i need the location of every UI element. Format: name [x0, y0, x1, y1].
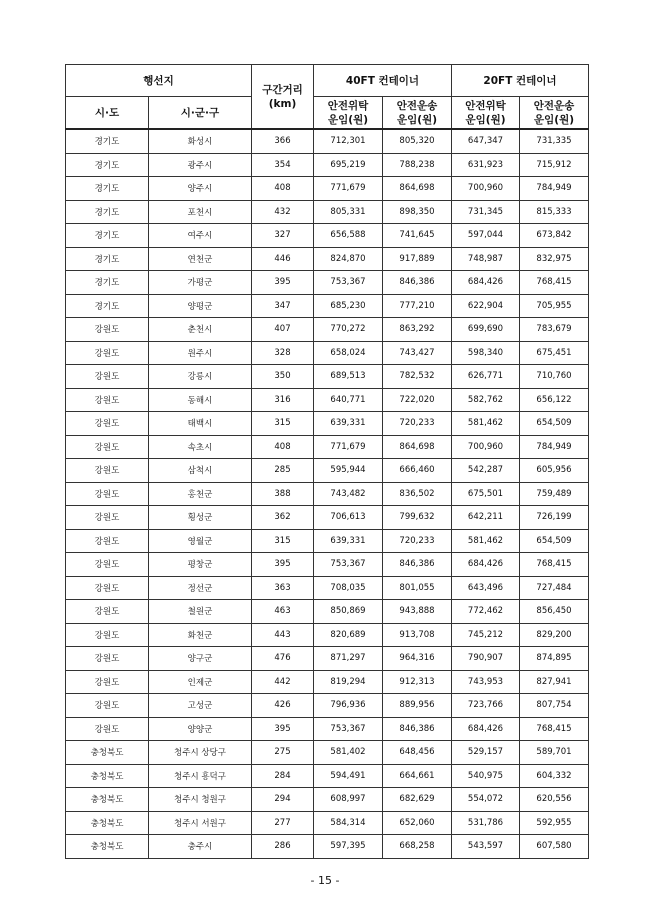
cell-province: 강원도	[66, 482, 149, 506]
cell-20ft-transport: 675,451	[520, 341, 589, 365]
cell-distance: 347	[252, 294, 314, 318]
cell-20ft-consign: 543,597	[452, 835, 520, 859]
table-row	[66, 788, 589, 812]
cell-40ft-consign: 753,367	[314, 717, 383, 741]
cell-40ft-consign: 695,219	[314, 153, 383, 177]
cell-distance: 463	[252, 600, 314, 624]
cell-20ft-consign: 700,960	[452, 177, 520, 201]
cell-distance: 408	[252, 177, 314, 201]
header-distance	[252, 65, 314, 130]
cell-40ft-consign: 639,331	[314, 412, 383, 436]
cell-20ft-consign: 597,044	[452, 224, 520, 248]
table-row	[66, 365, 589, 389]
table-row	[66, 224, 589, 248]
cell-40ft-transport: 777,210	[383, 294, 452, 318]
table-row	[66, 482, 589, 506]
cell-40ft-transport: 720,233	[383, 412, 452, 436]
cell-40ft-consign: 819,294	[314, 670, 383, 694]
cell-20ft-consign: 684,426	[452, 271, 520, 295]
cell-40ft-transport: 652,060	[383, 811, 452, 835]
cell-40ft-consign: 805,331	[314, 200, 383, 224]
cell-city: 화천군	[149, 623, 252, 647]
cell-20ft-consign: 626,771	[452, 365, 520, 389]
cell-40ft-transport: 917,889	[383, 247, 452, 271]
cell-city: 정선군	[149, 576, 252, 600]
cell-20ft-consign: 642,211	[452, 506, 520, 530]
cell-distance: 395	[252, 271, 314, 295]
cell-20ft-consign: 772,462	[452, 600, 520, 624]
cell-20ft-transport: 654,509	[520, 412, 589, 436]
cell-20ft-consign: 731,345	[452, 200, 520, 224]
table-row	[66, 435, 589, 459]
cell-city: 인제군	[149, 670, 252, 694]
cell-distance: 286	[252, 835, 314, 859]
table-row	[66, 177, 589, 201]
cell-20ft-transport: 783,679	[520, 318, 589, 342]
cell-40ft-transport: 682,629	[383, 788, 452, 812]
cell-40ft-consign: 706,613	[314, 506, 383, 530]
cell-distance: 350	[252, 365, 314, 389]
header-province: 시·도	[66, 97, 149, 130]
cell-40ft-consign: 820,689	[314, 623, 383, 647]
cell-20ft-consign: 531,786	[452, 811, 520, 835]
header-40ft-transport: 안전운송 운임(원)	[383, 97, 452, 130]
cell-distance: 277	[252, 811, 314, 835]
cell-20ft-transport: 784,949	[520, 177, 589, 201]
table-row	[66, 271, 589, 295]
cell-40ft-consign: 594,491	[314, 764, 383, 788]
cell-40ft-consign: 597,395	[314, 835, 383, 859]
table-row	[66, 811, 589, 835]
cell-40ft-transport: 664,661	[383, 764, 452, 788]
cell-province: 강원도	[66, 553, 149, 577]
cell-province: 충청북도	[66, 811, 149, 835]
cell-20ft-transport: 768,415	[520, 553, 589, 577]
cell-20ft-consign: 529,157	[452, 741, 520, 765]
cell-province: 강원도	[66, 412, 149, 436]
cell-40ft-transport: 846,386	[383, 271, 452, 295]
cell-40ft-transport: 846,386	[383, 553, 452, 577]
cell-40ft-consign: 743,482	[314, 482, 383, 506]
cell-province: 경기도	[66, 271, 149, 295]
cell-20ft-consign: 723,766	[452, 694, 520, 718]
cell-40ft-transport: 666,460	[383, 459, 452, 483]
cell-40ft-transport: 782,532	[383, 365, 452, 389]
cell-20ft-consign: 631,923	[452, 153, 520, 177]
cell-40ft-transport: 846,386	[383, 717, 452, 741]
cell-40ft-consign: 850,869	[314, 600, 383, 624]
header-distance-unit: (km)	[268, 97, 297, 110]
cell-city: 양평군	[149, 294, 252, 318]
cell-40ft-transport: 741,645	[383, 224, 452, 248]
cell-distance: 476	[252, 647, 314, 671]
cell-40ft-consign: 658,024	[314, 341, 383, 365]
cell-20ft-consign: 647,347	[452, 129, 520, 153]
cell-20ft-transport: 604,332	[520, 764, 589, 788]
cell-province: 강원도	[66, 647, 149, 671]
cell-20ft-consign: 743,953	[452, 670, 520, 694]
cell-province: 경기도	[66, 294, 149, 318]
cell-distance: 407	[252, 318, 314, 342]
cell-distance: 363	[252, 576, 314, 600]
cell-40ft-consign: 708,035	[314, 576, 383, 600]
cell-40ft-consign: 753,367	[314, 553, 383, 577]
cell-20ft-consign: 699,690	[452, 318, 520, 342]
cell-40ft-transport: 801,055	[383, 576, 452, 600]
cell-city: 광주시	[149, 153, 252, 177]
cell-40ft-transport: 863,292	[383, 318, 452, 342]
cell-province: 경기도	[66, 247, 149, 271]
cell-province: 충청북도	[66, 788, 149, 812]
cell-province: 충청북도	[66, 741, 149, 765]
cell-40ft-transport: 836,502	[383, 482, 452, 506]
cell-distance: 284	[252, 764, 314, 788]
cell-40ft-transport: 788,238	[383, 153, 452, 177]
cell-distance: 275	[252, 741, 314, 765]
cell-distance: 316	[252, 388, 314, 412]
cell-20ft-consign: 748,987	[452, 247, 520, 271]
cell-20ft-consign: 745,212	[452, 623, 520, 647]
cell-province: 강원도	[66, 506, 149, 530]
cell-40ft-consign: 584,314	[314, 811, 383, 835]
cell-city: 춘천시	[149, 318, 252, 342]
cell-20ft-consign: 790,907	[452, 647, 520, 671]
cell-province: 충청북도	[66, 835, 149, 859]
table-body	[66, 129, 589, 858]
table-row	[66, 623, 589, 647]
cell-40ft-transport: 943,888	[383, 600, 452, 624]
cell-40ft-consign: 770,272	[314, 318, 383, 342]
cell-20ft-transport: 768,415	[520, 271, 589, 295]
cell-40ft-consign: 824,870	[314, 247, 383, 271]
table-row	[66, 835, 589, 859]
cell-province: 강원도	[66, 435, 149, 459]
cell-20ft-transport: 784,949	[520, 435, 589, 459]
header-city: 시·군·구	[149, 97, 252, 130]
cell-40ft-transport: 722,020	[383, 388, 452, 412]
cell-city: 삼척시	[149, 459, 252, 483]
cell-distance: 315	[252, 412, 314, 436]
cell-distance: 443	[252, 623, 314, 647]
cell-city: 연천군	[149, 247, 252, 271]
cell-40ft-transport: 864,698	[383, 177, 452, 201]
cell-40ft-transport: 898,350	[383, 200, 452, 224]
cell-distance: 388	[252, 482, 314, 506]
table-row	[66, 600, 589, 624]
cell-province: 경기도	[66, 200, 149, 224]
table-row	[66, 717, 589, 741]
table-row	[66, 153, 589, 177]
header-distance-label: 구간거리	[262, 83, 303, 96]
cell-20ft-consign: 675,501	[452, 482, 520, 506]
cell-province: 강원도	[66, 459, 149, 483]
cell-20ft-consign: 598,340	[452, 341, 520, 365]
cell-20ft-transport: 832,975	[520, 247, 589, 271]
cell-province: 강원도	[66, 623, 149, 647]
cell-20ft-transport: 856,450	[520, 600, 589, 624]
cell-20ft-consign: 581,462	[452, 412, 520, 436]
table-row	[66, 318, 589, 342]
table-row	[66, 506, 589, 530]
cell-distance: 285	[252, 459, 314, 483]
cell-40ft-transport: 668,258	[383, 835, 452, 859]
freight-rate-table	[65, 64, 589, 859]
cell-city: 청주시 흥덕구	[149, 764, 252, 788]
cell-20ft-consign: 684,426	[452, 553, 520, 577]
cell-40ft-consign: 656,588	[314, 224, 383, 248]
cell-province: 강원도	[66, 717, 149, 741]
table-row	[66, 294, 589, 318]
header-20ft-transport: 안전운송 운임(원)	[520, 97, 589, 130]
table-row	[66, 741, 589, 765]
cell-40ft-consign: 753,367	[314, 271, 383, 295]
cell-40ft-transport: 889,956	[383, 694, 452, 718]
cell-40ft-consign: 685,230	[314, 294, 383, 318]
cell-province: 강원도	[66, 694, 149, 718]
cell-20ft-transport: 607,580	[520, 835, 589, 859]
cell-distance: 354	[252, 153, 314, 177]
table-row	[66, 412, 589, 436]
cell-40ft-consign: 581,402	[314, 741, 383, 765]
cell-province: 충청북도	[66, 764, 149, 788]
cell-province: 경기도	[66, 224, 149, 248]
cell-40ft-consign: 595,944	[314, 459, 383, 483]
cell-20ft-transport: 731,335	[520, 129, 589, 153]
cell-40ft-transport: 720,233	[383, 529, 452, 553]
cell-city: 가평군	[149, 271, 252, 295]
cell-distance: 395	[252, 717, 314, 741]
cell-40ft-consign: 796,936	[314, 694, 383, 718]
cell-20ft-transport: 807,754	[520, 694, 589, 718]
cell-40ft-consign: 712,301	[314, 129, 383, 153]
cell-city: 포천시	[149, 200, 252, 224]
cell-city: 양양군	[149, 717, 252, 741]
cell-40ft-consign: 871,297	[314, 647, 383, 671]
cell-40ft-consign: 640,771	[314, 388, 383, 412]
table-row	[66, 529, 589, 553]
cell-20ft-consign: 542,287	[452, 459, 520, 483]
cell-city: 원주시	[149, 341, 252, 365]
cell-20ft-consign: 643,496	[452, 576, 520, 600]
cell-city: 속초시	[149, 435, 252, 459]
cell-20ft-transport: 759,489	[520, 482, 589, 506]
cell-city: 횡성군	[149, 506, 252, 530]
cell-city: 동해시	[149, 388, 252, 412]
cell-distance: 395	[252, 553, 314, 577]
cell-40ft-consign: 608,997	[314, 788, 383, 812]
cell-20ft-transport: 656,122	[520, 388, 589, 412]
cell-city: 화성시	[149, 129, 252, 153]
table-row	[66, 200, 589, 224]
cell-20ft-transport: 829,200	[520, 623, 589, 647]
cell-40ft-transport: 648,456	[383, 741, 452, 765]
cell-distance: 315	[252, 529, 314, 553]
cell-20ft-transport: 654,509	[520, 529, 589, 553]
cell-40ft-transport: 964,316	[383, 647, 452, 671]
cell-20ft-consign: 554,072	[452, 788, 520, 812]
cell-city: 평창군	[149, 553, 252, 577]
cell-distance: 327	[252, 224, 314, 248]
cell-distance: 426	[252, 694, 314, 718]
header-40ft-consign: 안전위탁 운임(원)	[314, 97, 383, 130]
cell-20ft-transport: 768,415	[520, 717, 589, 741]
cell-city: 철원군	[149, 600, 252, 624]
header-destination: 행선지	[66, 65, 252, 97]
table-row	[66, 670, 589, 694]
cell-province: 강원도	[66, 576, 149, 600]
cell-city: 청주시 청원구	[149, 788, 252, 812]
cell-city: 충주시	[149, 835, 252, 859]
table-row	[66, 694, 589, 718]
page-number: - 15 -	[310, 874, 340, 887]
cell-40ft-transport: 912,313	[383, 670, 452, 694]
cell-province: 강원도	[66, 600, 149, 624]
cell-city: 영월군	[149, 529, 252, 553]
cell-20ft-consign: 622,904	[452, 294, 520, 318]
header-20ft: 20FT 컨테이너	[452, 65, 589, 97]
cell-40ft-transport: 913,708	[383, 623, 452, 647]
cell-distance: 442	[252, 670, 314, 694]
cell-distance: 362	[252, 506, 314, 530]
cell-city: 여주시	[149, 224, 252, 248]
cell-40ft-consign: 771,679	[314, 177, 383, 201]
cell-distance: 328	[252, 341, 314, 365]
cell-20ft-transport: 620,556	[520, 788, 589, 812]
cell-20ft-consign: 684,426	[452, 717, 520, 741]
cell-city: 태백시	[149, 412, 252, 436]
cell-20ft-transport: 592,955	[520, 811, 589, 835]
cell-city: 고성군	[149, 694, 252, 718]
table-row	[66, 459, 589, 483]
cell-province: 강원도	[66, 365, 149, 389]
table-row	[66, 553, 589, 577]
header-40ft: 40FT 컨테이너	[314, 65, 452, 97]
cell-distance: 432	[252, 200, 314, 224]
cell-city: 강릉시	[149, 365, 252, 389]
cell-city: 양구군	[149, 647, 252, 671]
table-row	[66, 129, 589, 153]
cell-40ft-transport: 864,698	[383, 435, 452, 459]
cell-20ft-transport: 815,333	[520, 200, 589, 224]
cell-city: 청주시 서원구	[149, 811, 252, 835]
cell-city: 홍천군	[149, 482, 252, 506]
cell-distance: 408	[252, 435, 314, 459]
table-row	[66, 247, 589, 271]
cell-province: 강원도	[66, 341, 149, 365]
table-row	[66, 647, 589, 671]
cell-20ft-consign: 582,762	[452, 388, 520, 412]
cell-province: 강원도	[66, 388, 149, 412]
cell-40ft-transport: 799,632	[383, 506, 452, 530]
cell-province: 경기도	[66, 129, 149, 153]
header-20ft-consign: 안전위탁 운임(원)	[452, 97, 520, 130]
cell-20ft-transport: 727,484	[520, 576, 589, 600]
cell-city: 청주시 상당구	[149, 741, 252, 765]
cell-distance: 446	[252, 247, 314, 271]
cell-20ft-transport: 705,955	[520, 294, 589, 318]
cell-province: 강원도	[66, 670, 149, 694]
table-row	[66, 576, 589, 600]
cell-20ft-transport: 874,895	[520, 647, 589, 671]
cell-20ft-transport: 605,956	[520, 459, 589, 483]
cell-20ft-transport: 726,199	[520, 506, 589, 530]
cell-province: 강원도	[66, 318, 149, 342]
cell-province: 경기도	[66, 177, 149, 201]
table-row	[66, 764, 589, 788]
table-row	[66, 388, 589, 412]
cell-40ft-consign: 771,679	[314, 435, 383, 459]
cell-20ft-consign: 581,462	[452, 529, 520, 553]
cell-20ft-transport: 715,912	[520, 153, 589, 177]
cell-40ft-consign: 689,513	[314, 365, 383, 389]
cell-20ft-transport: 827,941	[520, 670, 589, 694]
cell-40ft-transport: 743,427	[383, 341, 452, 365]
cell-20ft-transport: 673,842	[520, 224, 589, 248]
cell-distance: 366	[252, 129, 314, 153]
cell-distance: 294	[252, 788, 314, 812]
cell-province: 경기도	[66, 153, 149, 177]
cell-20ft-consign: 700,960	[452, 435, 520, 459]
cell-20ft-transport: 589,701	[520, 741, 589, 765]
cell-40ft-transport: 805,320	[383, 129, 452, 153]
cell-city: 양주시	[149, 177, 252, 201]
cell-20ft-consign: 540,975	[452, 764, 520, 788]
table-row	[66, 341, 589, 365]
cell-40ft-consign: 639,331	[314, 529, 383, 553]
cell-20ft-transport: 710,760	[520, 365, 589, 389]
cell-province: 강원도	[66, 529, 149, 553]
